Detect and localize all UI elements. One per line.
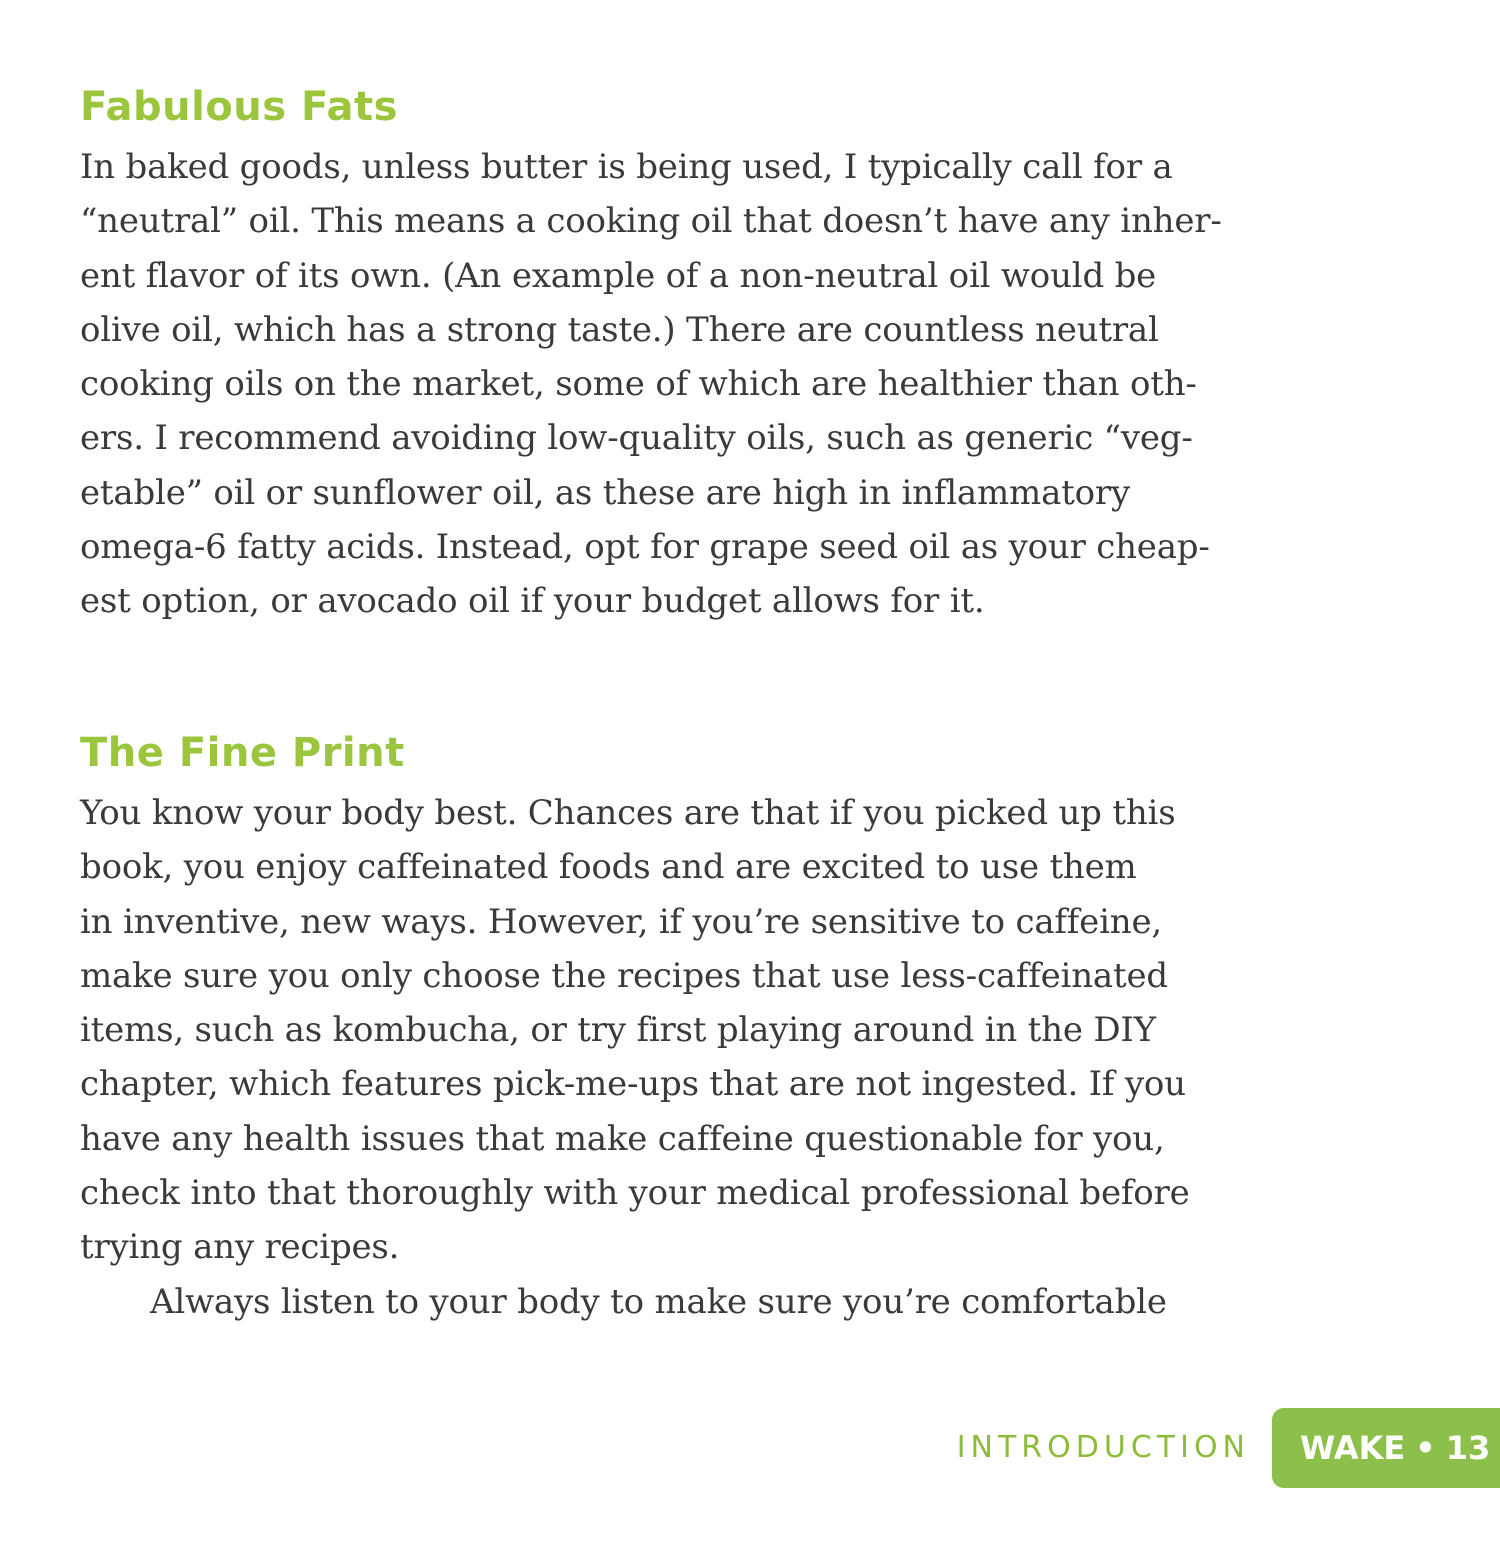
paragraph [80, 140, 1380, 629]
text-line: omega-6 fatty acids. Instead, opt for grape seed oil as your cheap- [80, 527, 1210, 568]
section-fabulous-fats [80, 78, 1380, 629]
chapter-tab [1272, 1408, 1500, 1488]
text-line: You know your body best. Chances are that if you picked up this [80, 793, 1176, 833]
text-line: est option, or avocado oil if your budget allows for it. [80, 581, 985, 622]
text-line: “neutral” oil. This means a cooking oil that doesn’t have any inher- [80, 201, 1222, 242]
page-footer [0, 1408, 1500, 1488]
chapter-name: WAKE [1300, 1429, 1406, 1467]
text-line: items, such as kombucha, or try first playing around in the DIY [80, 1010, 1156, 1051]
text-line: trying any recipes. [80, 1227, 400, 1268]
text-line: etable” oil or sunflower oil, as these are high in inflammatory [80, 472, 1130, 513]
text-line: Always listen to your body to make sure you’re comfortable [150, 1281, 1167, 1322]
separator-dot: • [1415, 1429, 1436, 1467]
section-heading: Fabulous Fats [80, 84, 398, 130]
paragraph [80, 1275, 1380, 1329]
text-line: check into that thoroughly with your medical professional before [80, 1173, 1190, 1214]
text-line: In baked goods, unless butter is being used, I typically call for a [80, 147, 1173, 187]
section-heading: The Fine Print [80, 730, 405, 776]
text-line: ent flavor of its own. (An example of a non-neutral oil would be [80, 255, 1157, 296]
text-line: ers. I recommend avoiding low-quality oils, such as generic “veg- [80, 418, 1193, 459]
footer-section-label: INTRODUCTION [956, 1430, 1250, 1465]
paragraph [80, 786, 1380, 1275]
text-line: book, you enjoy caffeinated foods and are excited to use them [80, 847, 1137, 888]
page-number: 13 [1445, 1429, 1491, 1467]
text-line: chapter, which features pick-me-ups that are not ingested. If you [80, 1064, 1186, 1105]
section-fine-print [80, 724, 1380, 1329]
text-line: olive oil, which has a strong taste.) There are countless neutral [80, 309, 1159, 350]
text-line: have any health issues that make caffeine questionable for you, [80, 1118, 1165, 1159]
text-line: in inventive, new ways. However, if you’re sensitive to caffeine, [80, 901, 1162, 942]
text-line: make sure you only choose the recipes that use less-caffeinated [80, 955, 1168, 996]
text-line: cooking oils on the market, some of which are healthier than oth- [80, 364, 1197, 405]
